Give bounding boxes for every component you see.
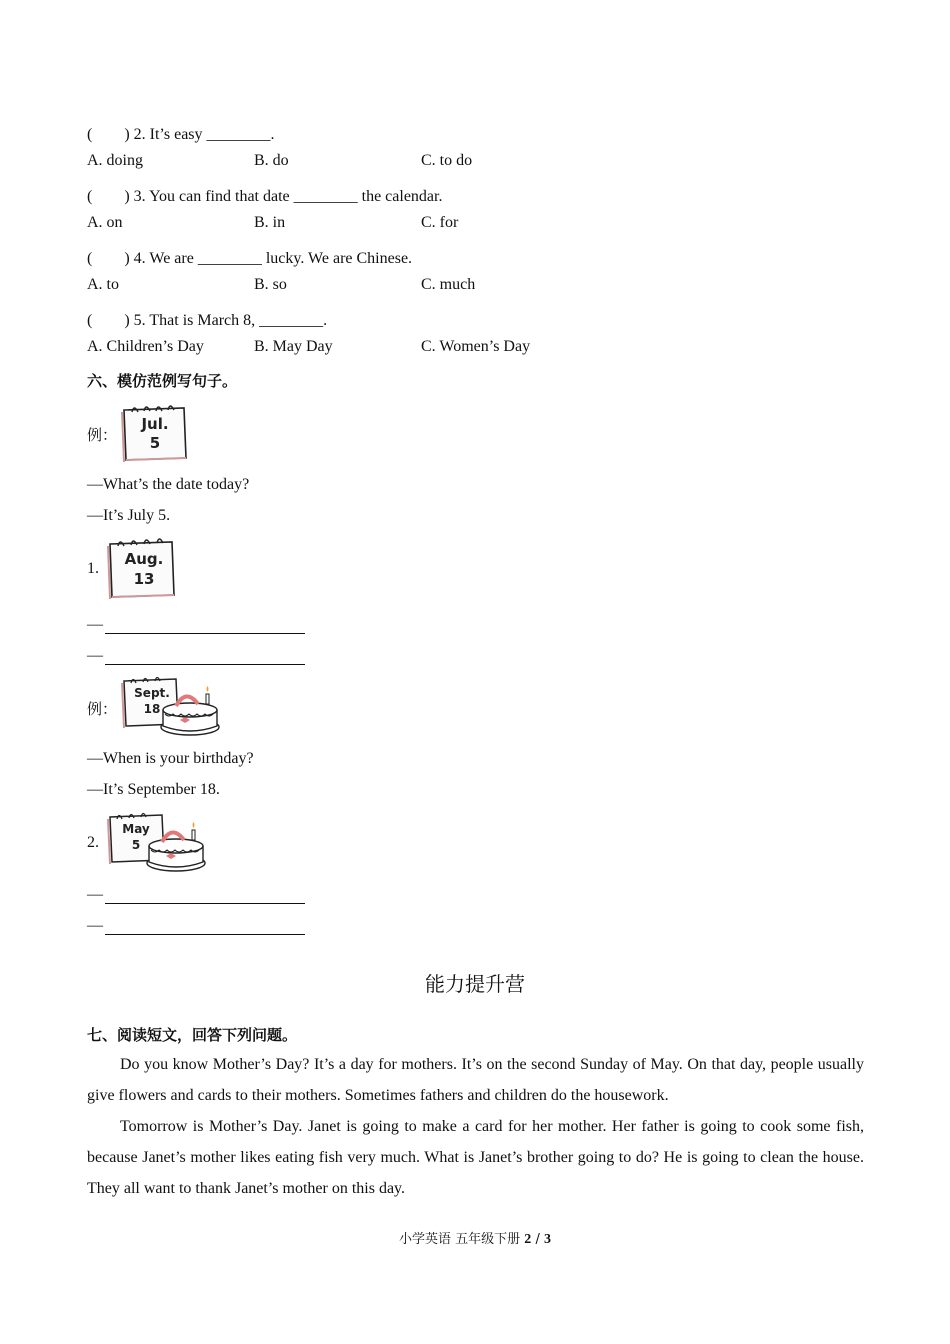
example-1-question: —What’s the date today?: [87, 476, 250, 493]
item-2-number: 2.: [87, 834, 99, 851]
q2-option-b: B. do: [254, 152, 289, 169]
question-2-stem: ( ) 2. It’s easy ________.: [87, 126, 275, 143]
page-number: 2: [524, 1232, 532, 1247]
calendar-month-label: Jul.: [141, 415, 169, 433]
example-2-label: 例：: [87, 700, 118, 718]
answer-blank[interactable]: [105, 619, 305, 634]
dash: —: [87, 647, 103, 664]
calendar-day-label: 5: [131, 838, 141, 852]
q4-option-a: A. to: [87, 276, 119, 293]
q3-option-c: C. for: [421, 214, 459, 231]
reading-paragraph-2: Tomorrow is Mother’s Day. Janet is going to make a card for her mother. Her father is going to cook some fish, because Janet’s mother likes eating fish very much. What is Janet’s brother going to do? He is going to clean the house. They all want to thank Janet’s mother on this day.: [87, 1118, 864, 1197]
question-3-stem: ( ) 3. You can find that date ________ the calendar.: [87, 188, 443, 205]
question-5-stem: ( ) 5. That is March 8, ________.: [87, 312, 328, 329]
reading-paragraph-1: Do you know Mother’s Day? It’s a day for mothers. It’s on the second Sunday of May. On that day, people usually give flowers and cards to their mothers. Sometimes fathers and children do the housework.: [87, 1056, 864, 1104]
q3-option-b: B. in: [254, 214, 286, 231]
page-footer: [0, 1228, 950, 1248]
q5-option-b: B. May Day: [254, 338, 333, 355]
q4-option-b: B. so: [254, 276, 287, 293]
page-total: 3: [543, 1232, 551, 1247]
example-2-answer: —It’s September 18.: [87, 781, 220, 798]
calendar-month-label: Aug.: [124, 550, 164, 568]
calendar-cake-icon-sept18: [118, 674, 224, 740]
example-1-answer: —It’s July 5.: [87, 507, 171, 524]
item-1-number: 1.: [87, 560, 99, 577]
dash: —: [87, 616, 103, 633]
calendar-day-label: 5: [149, 434, 161, 452]
q5-option-a: A. Children’s Day: [87, 338, 204, 355]
example-1-label: 例：: [87, 426, 118, 444]
calendar-day-label: 18: [143, 702, 161, 716]
item-2-answer-line-1[interactable]: [87, 886, 305, 904]
page-separator: /: [535, 1232, 540, 1247]
q3-option-a: A. on: [87, 214, 123, 231]
calendar-month-label: Sept.: [134, 686, 170, 700]
q5-option-c: C. Women’s Day: [421, 338, 531, 355]
dash: —: [87, 917, 103, 934]
section-7-title: 七、阅读短文，回答下列问题。: [87, 1026, 298, 1044]
calendar-icon-jul5: [118, 402, 190, 464]
answer-blank[interactable]: [105, 889, 305, 904]
question-4-stem: ( ) 4. We are ________ lucky. We are Chinese.: [87, 250, 413, 267]
q2-option-c: C. to do: [421, 152, 473, 169]
answer-blank[interactable]: [105, 920, 305, 935]
calendar-cake-icon-may5: [104, 810, 210, 876]
calendar-day-label: 13: [133, 570, 155, 588]
calendar-icon-aug13: [104, 535, 178, 601]
section-heading: 能力提升营: [425, 972, 525, 996]
q4-option-c: C. much: [421, 276, 476, 293]
calendar-month-label: May: [122, 822, 150, 836]
example-2-question: —When is your birthday?: [87, 750, 254, 767]
footer-text: 小学英语 五年级下册: [399, 1232, 521, 1247]
dash: —: [87, 886, 103, 903]
item-1-answer-line-1[interactable]: [87, 616, 305, 634]
section-6-title: 六、模仿范例写句子。: [87, 372, 238, 390]
item-1-answer-line-2[interactable]: [87, 647, 305, 665]
item-2-answer-line-2[interactable]: [87, 917, 305, 935]
q2-option-a: A. doing: [87, 152, 143, 169]
answer-blank[interactable]: [105, 650, 305, 665]
